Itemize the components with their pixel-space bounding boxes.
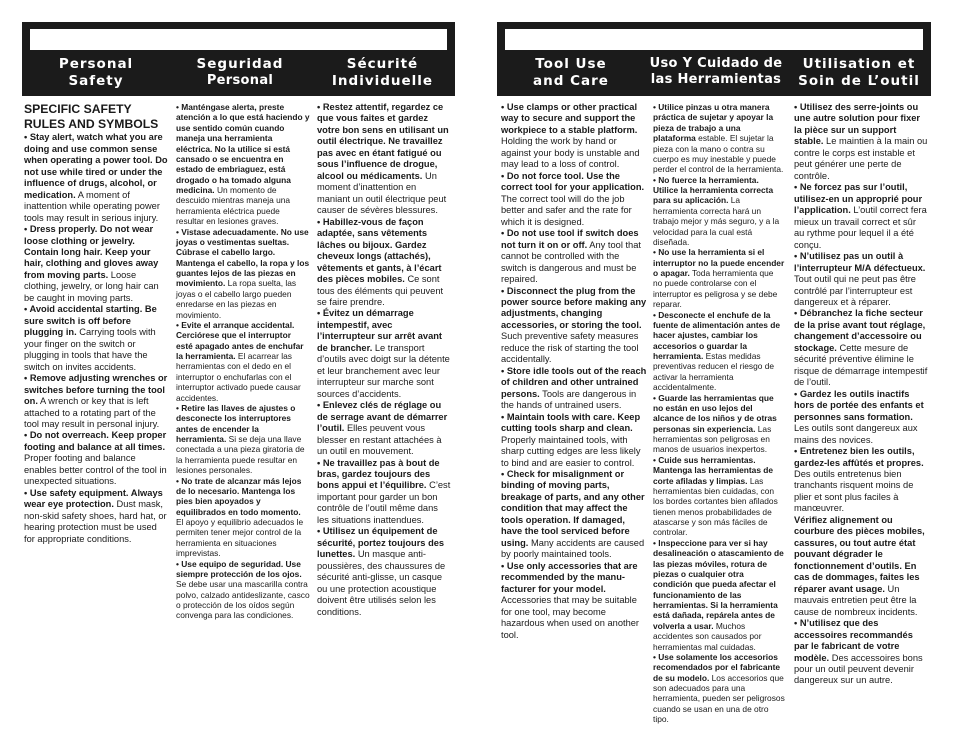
header-line: and Care <box>533 72 609 89</box>
rule-body-text: Le maintien à la main ou contre le corps est instable et peut générer une perte de contrôle. <box>794 136 928 181</box>
safety-rule-item <box>24 224 168 304</box>
rule-bold-text: • Utilice pinzas u otra manera práctica de sujetar y apoyar la pieza de trabajo a una plataforma <box>653 102 774 144</box>
rule-body-text: Carrying tools with your finger on the switch or plugging in tools that have the switch on invites accidents. <box>24 327 156 372</box>
rule-body-text: Un mauvais entretien peut être la cause de nombreux incidents. <box>794 583 918 617</box>
header-uso <box>645 56 787 89</box>
rule-body-text: El apoyo y equilibrio adecuados le permiten tener mejor control de la herramienta en situaciones imprevistas. <box>176 517 304 559</box>
rule-bold-text: • Utilisez des serre-joints ou une autre solution pour fixer la pièce sur un support stable. <box>794 102 921 147</box>
header-securite <box>310 56 455 90</box>
rule-body-text: Tout outil qui ne peut pas être contrôlé par l’interrupteur est dangereux et à réparer. <box>794 274 916 307</box>
safety-rule-item <box>501 469 647 561</box>
rule-bold-text: • Débranchez la fiche secteur de la prise avant tout réglage, changement d’accessoire ou stockage. <box>794 308 926 353</box>
rule-body-text: Les outils sont dangereux aux mains des novices. <box>794 423 918 445</box>
safety-rule-item <box>176 476 310 559</box>
rule-body-text: Dust mask, non-skid safety shoes, hard hat, or hearing protection must be used for appropriate conditions. <box>24 499 167 544</box>
header-line: Utilisation et <box>802 56 916 72</box>
safety-rule-item <box>794 618 928 687</box>
safety-rule-item <box>653 455 785 538</box>
rule-bold-text: • Restez attentif, regardez ce que vous faites et gardez votre bon sens en utilisant un outil électrique. Ne travaillez pas avec en étant fatigué ou sous l’influence de drogue, alcool ou médicaments. <box>317 102 449 181</box>
safety-rule-item <box>317 400 451 457</box>
safety-rule-item <box>653 538 785 652</box>
rule-body-text: Las herramientas bien cuidadas, con los bordes cortantes bien afilados tienen menos probabilidades de atascarse y son más fáciles de controlar. <box>653 475 778 538</box>
safety-rule-item <box>653 102 785 175</box>
rule-bold-text: • Avoid accidental starting. Be sure switch is off before plugging in. <box>24 304 157 338</box>
rule-body-text: El acarrear las herramientas con el dedo en el interruptor o enchufarlas con el interruptor activado puede causar accidentes. <box>176 351 301 403</box>
header-line: Sécurité <box>346 56 419 72</box>
safety-rule-item <box>653 652 785 725</box>
rule-body-text: Estas medidas preventivas reducen el riesgo de activar la herramienta accidentalmente. <box>653 351 775 393</box>
rule-bold-text: • Guarde las herramientas que no están en uso lejos del alcance de los niños y de otras personas sin experiencia. <box>653 392 777 434</box>
rule-body-text: Un moment d’inattention en maniant un outil électrique peut causer de sévères blessures. <box>317 170 447 216</box>
header-line: Tool Use <box>535 56 607 72</box>
header-line: Individuelle <box>331 72 434 89</box>
safety-rule-item <box>317 102 451 217</box>
rule-body-text: Un masque anti-poussières, des chaussures de sécurité anti-glisse, un casque ou une protection acoustique doivent être utilisés selon les conditions. <box>317 549 446 617</box>
safety-rule-item <box>794 308 928 388</box>
header-white-strip <box>505 29 923 50</box>
rule-bold-text: • Retire las llaves de ajustes o desconecte los interruptores antes de encender la herramienta. <box>176 402 296 444</box>
rule-body-text: Loose clothing, jewelry, or long hair can be caught in moving parts. <box>24 269 159 303</box>
safety-rule-item <box>317 458 451 527</box>
header-line: Seguridad <box>196 56 284 72</box>
rule-body-text: Proper footing and balance enables better control of the tool in unexpected situations. <box>24 453 167 487</box>
safety-rule-item <box>794 251 928 308</box>
header-white-strip <box>30 29 447 50</box>
safety-rule-item <box>176 102 310 227</box>
safety-rule-item <box>653 175 785 248</box>
rule-bold-text: • Entretenez bien les outils, gardez-les affûtés et propres. <box>794 446 924 468</box>
rule-body-text: Holding the work by hand or against your body is unstable and may lead to a loss of control. <box>501 136 640 170</box>
safety-rule-item <box>317 308 451 400</box>
rule-bold-text: • N’utilisez que des accessoires recommandés par le fabricant de votre modèle. <box>794 618 913 663</box>
rule-body-text: Elles peuvent vous blesser en restant attachées à un outil en mouvement. <box>317 423 442 457</box>
rule-body-text: La ropa suelta, las joyas o el cabello largo pueden enredarse en las piezas en movimiento. <box>176 278 297 320</box>
safety-rule-item <box>653 393 785 455</box>
safety-rule-item <box>176 403 310 476</box>
rule-bold-text: • Ne travaillez pas à bout de bras, gardez toujours des bons appui et l’équilibre. <box>317 457 440 491</box>
rule-bold-text: • Check for misalignment or binding of moving parts, breakage of parts, and any other condition that may affect the tools operation. If damaged, have the tool serviced before using. <box>501 469 645 548</box>
safety-rule-item <box>653 247 785 309</box>
safety-rule-item <box>501 286 647 366</box>
spanish-column <box>653 102 785 725</box>
rule-bold-text: • Cuide sus herramientas. Mantenga las herramientas de corte afiladas y limpias. <box>653 454 774 486</box>
rule-bold-text: • Disconnect the plug from the power source before making any adjustments, changing accessories, or storing the tool. <box>501 285 647 330</box>
safety-rule-item <box>794 102 928 182</box>
rule-bold-text: • Utilisez un équipement de sécurité, portez toujours des lunettes. <box>317 526 445 560</box>
rule-body-text: Toda herramienta que no puede controlarse con el interruptor es peligrosa y se debe reparar. <box>653 268 778 310</box>
header-line: Soin de L’outil <box>798 72 920 89</box>
rule-body-text: Las herramientas son peligrosas en manos de usuarios inexpertos. <box>653 423 772 455</box>
safety-rule-item <box>24 373 168 430</box>
rule-bold-text: • Inspeccione para ver si hay desalineación o atascamiento de las piezas móviles, rotura de piezas o cualquier otra condición que pueda afectar el funcionamiento de las herramientas. Si la herramienta está dañada, repárela antes de volverla a usar. <box>653 537 784 631</box>
rule-body-text: Des accessoires bons pour un outil peuvent devenir dangereux sur un autre. <box>794 652 923 686</box>
rule-bold-text: • Vistase adecuadamente. No use joyas o vestimentas sueltas. Cúbrase el cabello largo. Mantenga el cabello, la ropa y los guantes lejos de las piezas en movimiento. <box>176 226 310 289</box>
rule-body-text: Si se deja una llave conectada a una pieza giratoria de la herramienta puede resultar en lesiones personales. <box>176 434 305 476</box>
rule-bold-text: • Store idle tools out of the reach of children and other untrained persons. <box>501 365 647 399</box>
rule-body-text: A wrench or key that is left attached to a rotating part of the tool may result in personal injury. <box>24 396 160 429</box>
header-line: las Herramientas <box>650 72 782 88</box>
safety-rule-item <box>317 526 451 618</box>
safety-rule-item <box>24 132 168 224</box>
header-utilisation <box>787 56 931 90</box>
left-page <box>22 22 455 730</box>
safety-rule-item <box>24 304 168 373</box>
safety-rule-item <box>501 102 647 171</box>
rule-bold-text: • Do not force tool. Use the correct tool for your application. <box>501 170 645 193</box>
rule-body-text: Many accidents are caused by poorly maintained tools. <box>501 537 645 560</box>
rule-bold-text: • Desconecte el enchufe de la fuente de alimentación antes de hacer ajustes, cambiar los accesorios o guardar la herramienta. <box>653 309 781 361</box>
english-column <box>24 102 168 545</box>
safety-rule-item <box>501 412 647 469</box>
rule-body-text: Muchos accidentes son causados por herramientas mal cuidadas. <box>653 620 762 652</box>
rule-body-text: Any tool that cannot be controlled with the switch is dangerous and must be repaired. <box>501 239 641 285</box>
section-heading <box>24 102 168 131</box>
rule-bold-text: • Enlevez clés de réglage ou de serrage avant de démarrer l’outil. <box>317 400 448 434</box>
header-seguridad <box>170 56 310 89</box>
rule-bold-text: • Remove adjusting wrenches or switches before turning the tool on. <box>24 373 168 407</box>
safety-rule-item <box>501 561 647 641</box>
rule-bold-text: • N’utilisez pas un outil à l’interrupteur M/A défectueux. <box>794 251 926 273</box>
safety-rule-item <box>794 515 928 618</box>
rule-bold-text: Vérifiez alignement ou courbure des pièces mobiles, cassures, ou tout autre état pouvant dégrader le fonctionnement d’outils. En cas de dommages, faites les réparer avant usage. <box>794 514 925 594</box>
safety-rule-item <box>501 228 647 285</box>
rule-bold-text: • Stay alert, watch what you are doing and use common sense when operating a power tool. Do not use while tired or under the influence of drugs, alcohol, or medication. <box>24 132 168 200</box>
spanish-column <box>176 102 310 621</box>
rule-bold-text: • Use equipo de seguridad. Use siempre protección de los ojos. <box>176 558 302 579</box>
rule-body-text: Se debe usar una mascarilla contra polvo, calzado antideslizante, casco o protección de los oídos según convenga para las condiciones. <box>176 579 310 621</box>
header-line: Uso Y Cuidado de <box>649 56 783 71</box>
rule-bold-text: • Ne forcez pas sur l’outil, utilisez-en un approprié pour l’application. <box>794 182 923 216</box>
rule-body-text: L’outil correct fera mieux un travail correct et sûr au rythme pour lequel il a été conçu. <box>794 205 927 250</box>
header-personal-safety <box>22 56 170 90</box>
rule-bold-text: • Use safety equipment. Always wear eye protection. <box>24 487 163 510</box>
safety-rule-item <box>794 446 928 515</box>
rule-body-text: Accessories that may be suitable for one tool, may become hazardous when used on another tool. <box>501 595 640 640</box>
rule-bold-text: • No use la herramienta si el interruptor no la puede encender o apagar. <box>653 247 785 278</box>
rule-body-text: estable. El sujetar la pieza con la mano o contra su cuerpo es muy inestable y puede perder el control de la herramienta. <box>653 133 784 175</box>
rule-bold-text: • Dress properly. Do not wear loose clothing or jewelry. Contain long hair. Keep your hair, clothing and gloves away from moving parts. <box>24 224 159 280</box>
rule-body-text: La herramienta correcta hará un trabajo mejor y más seguro, y a la velocidad para la cual está diseñada. <box>653 195 780 247</box>
header-line: Personal <box>58 56 134 72</box>
rule-bold-text: • Do not use tool if switch does not turn it on or off. <box>501 228 639 250</box>
heading-line: RULES AND SYMBOLS <box>24 116 159 131</box>
safety-rule-item <box>176 320 310 403</box>
rule-body-text: Le transport d’outils avec doigt sur la détente et leur branchement avec leur interrupteur sur marche sont sources d’accidents. <box>317 342 450 399</box>
right-page <box>497 22 931 730</box>
french-column <box>317 102 451 618</box>
rule-body-text: Des outils entretenus bien tranchants risquent moins de plier et sont plus faciles à manœuvrer. <box>794 469 914 514</box>
rule-body-text: Cette mesure de sécurité préventive élimine le risque de démarrage intempestif de l’outil. <box>794 342 928 388</box>
safety-rule-item <box>317 217 451 309</box>
rule-body-text: A moment of inattention while operating power tools may result in serious injury. <box>24 189 160 223</box>
safety-rule-item <box>24 488 168 545</box>
rule-body-text: Tools are dangerous in the hands of untrained users. <box>501 388 637 411</box>
rule-body-text: C’est important pour garder un bon contrôle de l’outil même dans les situations inattendues. <box>317 480 451 525</box>
rule-body-text: Properly maintained tools, with sharp cutting edges are less likely to bind and are easier to control. <box>501 434 641 468</box>
safety-rule-item <box>24 430 168 487</box>
rule-bold-text: • Evite el arranque accidental. Cerciórese que el interruptor esté apagado antes de enchufar la herramienta. <box>176 319 304 361</box>
safety-rule-item <box>176 559 310 621</box>
rule-body-text: Such preventive safety measures reduce the risk of starting the tool accidentally. <box>501 331 639 365</box>
rule-bold-text: • No trate de alcanzar más lejos de lo necesario. Mantenga los pies bien apoyados y equilibrados en todo momento. <box>176 475 302 517</box>
rule-bold-text: • Manténgase alerta, preste atención a lo que está haciendo y use sentido común cuando maneja una herramienta eléctrica. No la utilice si está cansado o se encuentra en estado de embriaguez, está drogado o ha tomado alguna medicina. <box>176 102 310 195</box>
header-tool-use <box>497 56 645 90</box>
rule-bold-text: • Habillez-vous de façon adaptée, sans vêtements lâches ou bijoux. Gardez cheveux longs (attachés), vêtements et gants, à l’écart des pièces mobiles. <box>317 216 442 285</box>
heading-line: SPECIFIC SAFETY <box>24 102 132 116</box>
rule-bold-text: • Use clamps or other practical way to secure and support the workpiece to a stable platform. <box>501 102 638 135</box>
rule-body-text: Un momento de descuido mientras maneja una herramienta eléctrica puede resultar en lesiones graves. <box>176 185 291 227</box>
rule-bold-text: • Évitez un démarrage intempestif, avec l’interrupteur sur arrêt avant de brancher. <box>317 308 443 353</box>
rule-body-text: Ce sont tous des éléments qui peuvent se faire prendre. <box>317 274 444 307</box>
rule-body-text: The correct tool will do the job better and safer and the rate for which it is designed. <box>501 193 632 227</box>
header-bar <box>497 22 931 96</box>
rule-bold-text: • Use solamente los accesorios recomendados por el fabricante de su modelo. <box>653 651 781 683</box>
rule-bold-text: • Gardez les outils inactifs hors de portée des enfants et personnes sans formation. <box>794 388 924 422</box>
english-column <box>501 102 647 641</box>
safety-rule-item <box>653 310 785 393</box>
rule-bold-text: • Maintain tools with care. Keep cutting tools sharp and clean. <box>501 411 641 434</box>
header-bar <box>22 22 455 96</box>
rule-bold-text: • Do not overreach. Keep proper footing and balance at all times. <box>24 430 167 452</box>
rule-bold-text: • Use only accessories that are recommended by the manufacturer for your model. <box>501 560 638 594</box>
rule-body-text: Los accesorios que son adecuados para una herramienta, pueden ser peligrosos cuando se usan en una de otro tipo. <box>653 672 785 725</box>
header-line: Personal <box>206 72 274 88</box>
safety-rule-item <box>501 366 647 412</box>
safety-rule-item <box>501 171 647 228</box>
safety-rule-item <box>176 227 310 320</box>
rule-bold-text: • No fuerce la herramienta. Utilice la herramienta correcta para su aplicación. <box>653 174 774 206</box>
safety-rule-item <box>794 389 928 446</box>
french-column <box>794 102 928 687</box>
header-line: Safety <box>68 72 124 89</box>
safety-rule-item <box>794 182 928 251</box>
